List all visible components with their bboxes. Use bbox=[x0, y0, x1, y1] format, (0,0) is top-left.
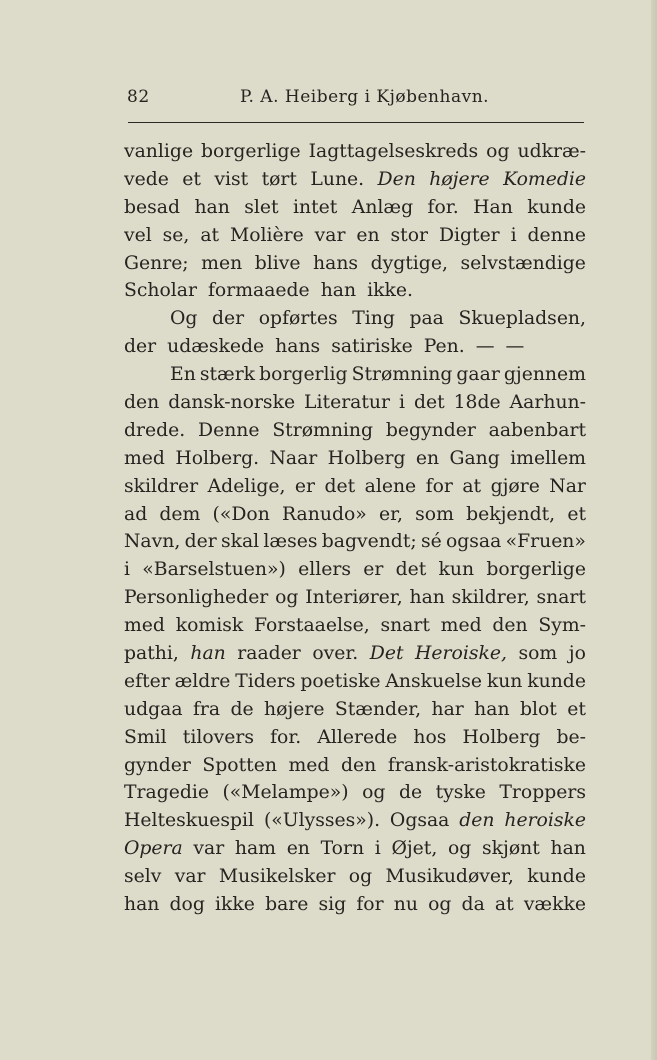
word: imellem bbox=[510, 447, 586, 469]
word: den bbox=[124, 392, 160, 414]
word: for bbox=[356, 894, 384, 916]
word: Adelige, bbox=[207, 475, 286, 497]
word: Tragedie bbox=[124, 782, 209, 804]
word: skildrer, bbox=[451, 587, 530, 609]
text-line bbox=[124, 305, 586, 333]
word: Nar bbox=[549, 475, 586, 497]
word: Skuepladsen, bbox=[458, 308, 586, 330]
word: højere bbox=[429, 168, 490, 190]
word: Gang bbox=[449, 447, 500, 469]
word: sig bbox=[318, 894, 347, 916]
word: Lune. bbox=[310, 168, 365, 190]
word: En bbox=[170, 364, 196, 386]
word: Heroiske, bbox=[415, 643, 507, 665]
word: formaaede bbox=[207, 280, 310, 302]
word: slet bbox=[244, 196, 279, 218]
word: med bbox=[124, 447, 165, 469]
word: Troppers bbox=[499, 782, 586, 804]
word: vist bbox=[214, 168, 249, 190]
word: Anskuelse bbox=[385, 670, 482, 692]
word: Literatur bbox=[304, 392, 390, 414]
word: i bbox=[510, 224, 517, 246]
word: heroiske bbox=[504, 810, 586, 832]
word: han bbox=[194, 196, 230, 218]
page-edge bbox=[651, 0, 657, 1060]
word: et bbox=[182, 168, 201, 190]
word: snart bbox=[380, 615, 430, 637]
word: de bbox=[230, 698, 254, 720]
word: begynder bbox=[385, 419, 476, 441]
word: med bbox=[124, 615, 165, 637]
word: Opera bbox=[124, 838, 183, 860]
word: den bbox=[459, 810, 495, 832]
word: kunde bbox=[527, 196, 586, 218]
word: var bbox=[193, 838, 225, 860]
word: snart bbox=[536, 587, 586, 609]
word: en bbox=[415, 447, 440, 469]
word: vel bbox=[124, 224, 152, 246]
word: Iagttagelseskreds bbox=[308, 141, 479, 162]
word: det bbox=[395, 559, 427, 581]
word: der bbox=[184, 531, 217, 553]
text-line bbox=[124, 445, 586, 473]
word: dog bbox=[169, 894, 205, 916]
word: skal bbox=[220, 531, 260, 553]
word: udkræ- bbox=[517, 141, 586, 162]
word: gaar bbox=[456, 364, 500, 386]
word: han bbox=[124, 894, 160, 916]
word: er bbox=[294, 475, 315, 497]
word: 18de bbox=[453, 392, 501, 414]
word: tilovers bbox=[182, 726, 255, 748]
word: ad bbox=[124, 503, 148, 525]
word: der bbox=[124, 336, 157, 358]
word: kunde bbox=[527, 866, 586, 888]
word: gynder bbox=[124, 754, 191, 776]
word: bare bbox=[265, 894, 309, 916]
word: stærk bbox=[199, 364, 256, 386]
word: nu bbox=[393, 894, 418, 916]
header-rule bbox=[128, 122, 584, 123]
word: har bbox=[431, 698, 464, 720]
text-line bbox=[124, 863, 586, 891]
word: kunde bbox=[527, 670, 586, 692]
word: Den bbox=[377, 168, 416, 190]
word: at bbox=[200, 224, 220, 246]
word: og bbox=[447, 838, 472, 860]
word: blot bbox=[519, 698, 557, 720]
word: er bbox=[363, 559, 384, 581]
word: en bbox=[356, 224, 380, 246]
word: hos bbox=[413, 726, 447, 748]
word: for. bbox=[270, 726, 302, 748]
text-line bbox=[124, 389, 586, 417]
word: skildrer bbox=[124, 475, 199, 497]
word: Torn bbox=[320, 838, 365, 860]
text-line bbox=[124, 696, 586, 724]
word: vede bbox=[124, 168, 169, 190]
word: pathi, bbox=[124, 643, 179, 665]
word: udæskede bbox=[167, 336, 265, 358]
word: («Don bbox=[212, 503, 270, 525]
word: hans bbox=[313, 252, 359, 274]
word: hans bbox=[275, 336, 321, 358]
word: raader bbox=[237, 643, 301, 665]
word: Musikudøver, bbox=[385, 866, 514, 888]
text-line bbox=[124, 612, 586, 640]
word: stor bbox=[390, 224, 429, 246]
word: selvstændige bbox=[460, 252, 586, 274]
word: og bbox=[275, 587, 299, 609]
word: Ogsaa bbox=[389, 810, 450, 832]
word: Smil bbox=[124, 726, 167, 748]
word: ældre bbox=[174, 670, 231, 692]
word: han bbox=[409, 587, 445, 609]
word: er, bbox=[378, 503, 403, 525]
word: læses bbox=[263, 531, 318, 553]
word: blive bbox=[254, 252, 301, 274]
word: i bbox=[374, 838, 381, 860]
word: for. bbox=[427, 196, 459, 218]
word: var bbox=[314, 224, 346, 246]
text-line bbox=[124, 891, 586, 919]
word: bekjendt, bbox=[466, 503, 556, 525]
text-line bbox=[124, 138, 586, 166]
page-header bbox=[127, 87, 585, 111]
word: Strømning bbox=[272, 419, 374, 441]
text-line bbox=[124, 835, 586, 863]
word: fransk-aristokratiske bbox=[387, 754, 586, 776]
word: Og bbox=[170, 308, 198, 330]
word: Sym- bbox=[538, 615, 586, 637]
word: Komedie bbox=[503, 168, 586, 190]
word: udgaa bbox=[124, 698, 183, 720]
body-text bbox=[124, 138, 586, 919]
text-line bbox=[124, 752, 586, 780]
word: da bbox=[461, 894, 485, 916]
word: at bbox=[462, 475, 482, 497]
word: Strømning bbox=[351, 364, 453, 386]
word: der bbox=[212, 308, 245, 330]
text-line bbox=[124, 584, 586, 612]
word: tyske bbox=[435, 782, 486, 804]
word: — bbox=[475, 336, 495, 358]
word: bagvendt; bbox=[321, 531, 417, 553]
word: dygtige, bbox=[370, 252, 448, 274]
word: vække bbox=[523, 894, 586, 916]
word: efter bbox=[124, 670, 170, 692]
word: Allerede bbox=[317, 726, 398, 748]
word: Holberg. bbox=[175, 447, 260, 469]
word: kun bbox=[486, 670, 523, 692]
word: ikke. bbox=[367, 280, 413, 302]
word: skjønt bbox=[482, 838, 540, 860]
word: borgerlig bbox=[259, 364, 348, 386]
word: drede. bbox=[124, 419, 186, 441]
word: Aarhun- bbox=[509, 392, 586, 414]
word: gjøre bbox=[490, 475, 540, 497]
text-line bbox=[124, 556, 586, 584]
text-line bbox=[124, 277, 586, 305]
running-head: P. A. Heiberg i Kjøbenhavn. bbox=[240, 87, 490, 107]
word: og bbox=[428, 894, 452, 916]
word: som bbox=[415, 503, 454, 525]
word: Digter bbox=[438, 224, 500, 246]
word: over. bbox=[312, 643, 359, 665]
word: i bbox=[398, 392, 405, 414]
word: Genre; bbox=[124, 252, 189, 274]
word: kun bbox=[438, 559, 475, 581]
text-line bbox=[124, 779, 586, 807]
word: han bbox=[190, 643, 226, 665]
word: opførtes bbox=[258, 308, 338, 330]
word: se, bbox=[162, 224, 190, 246]
text-line bbox=[124, 361, 586, 389]
word: det bbox=[413, 392, 445, 414]
word: Pen. bbox=[423, 336, 465, 358]
word: Interiører, bbox=[305, 587, 403, 609]
word: fra bbox=[192, 698, 221, 720]
word: («Ulysses»). bbox=[263, 810, 381, 832]
word: og bbox=[348, 866, 373, 888]
word: paa bbox=[409, 308, 444, 330]
word: var bbox=[174, 866, 206, 888]
text-line bbox=[124, 501, 586, 529]
word: ikke bbox=[215, 894, 255, 916]
word: med bbox=[288, 754, 330, 776]
word: den bbox=[341, 754, 377, 776]
text-line bbox=[124, 640, 586, 668]
word: poetiske bbox=[300, 670, 381, 692]
text-line bbox=[124, 724, 586, 752]
word: komisk bbox=[175, 615, 244, 637]
text-line bbox=[124, 528, 586, 556]
text-line bbox=[124, 807, 586, 835]
word: Stænder, bbox=[334, 698, 422, 720]
word: satiriske bbox=[331, 336, 413, 358]
word: ogsaa bbox=[445, 531, 502, 553]
word: i bbox=[124, 559, 131, 581]
word: «Barselstuen») bbox=[142, 559, 286, 581]
word: selv bbox=[124, 866, 162, 888]
word: højere bbox=[264, 698, 325, 720]
word: borgerlige bbox=[486, 559, 586, 581]
word: at bbox=[494, 894, 514, 916]
word: Øjet, bbox=[391, 838, 438, 860]
word: Musikelsker bbox=[218, 866, 336, 888]
word: ham bbox=[234, 838, 276, 860]
text-line bbox=[124, 668, 586, 696]
word: sé bbox=[420, 531, 442, 553]
word: tørt bbox=[261, 168, 297, 190]
word: Helteskuespil bbox=[124, 810, 255, 832]
word: Molière bbox=[229, 224, 304, 246]
word: jo bbox=[568, 643, 586, 665]
text-line bbox=[124, 194, 586, 222]
word: Scholar bbox=[124, 280, 197, 302]
word: Ranudo» bbox=[281, 503, 367, 525]
word: gjennem bbox=[503, 364, 586, 386]
text-line bbox=[124, 250, 586, 278]
word: alene bbox=[364, 475, 417, 497]
word: aabenbart bbox=[488, 419, 586, 441]
word: Tiders bbox=[235, 670, 296, 692]
word: et bbox=[567, 698, 586, 720]
word: han bbox=[474, 698, 510, 720]
word: en bbox=[286, 838, 310, 860]
word: Det bbox=[369, 643, 404, 665]
word: intet bbox=[293, 196, 338, 218]
word: som bbox=[518, 643, 558, 665]
word: for bbox=[425, 475, 453, 497]
word: borgerlige bbox=[201, 141, 301, 162]
word: — bbox=[505, 336, 525, 358]
word: Personligheder bbox=[124, 587, 269, 609]
word: denne bbox=[527, 224, 586, 246]
word: de bbox=[398, 782, 423, 804]
word: han bbox=[550, 838, 586, 860]
word: Naar bbox=[269, 447, 318, 469]
word: Denne bbox=[198, 419, 260, 441]
word: med bbox=[440, 615, 482, 637]
word: Han bbox=[473, 196, 513, 218]
page-number: 82 bbox=[127, 87, 150, 107]
word: («Melampe») bbox=[222, 782, 349, 804]
word: «Fruen» bbox=[505, 531, 586, 553]
word: Holberg bbox=[462, 726, 541, 748]
word: Navn, bbox=[124, 531, 181, 553]
text-line bbox=[124, 473, 586, 501]
word: og bbox=[486, 141, 510, 162]
word: besad bbox=[124, 196, 180, 218]
word: Anlæg bbox=[351, 196, 414, 218]
word: et bbox=[567, 503, 586, 525]
word: Spotten bbox=[202, 754, 277, 776]
word: dem bbox=[159, 503, 201, 525]
word: den bbox=[492, 615, 528, 637]
text-line bbox=[124, 417, 586, 445]
text-line bbox=[124, 166, 586, 194]
word: han bbox=[320, 280, 357, 302]
word: Holberg bbox=[327, 447, 406, 469]
text-line bbox=[124, 333, 586, 361]
text-line bbox=[124, 222, 586, 250]
word: det bbox=[324, 475, 356, 497]
word: Ting bbox=[352, 308, 395, 330]
word: men bbox=[201, 252, 243, 274]
word: og bbox=[362, 782, 386, 804]
word: vanlige bbox=[124, 141, 194, 162]
word: dansk-norske bbox=[168, 392, 296, 414]
word: ellers bbox=[298, 559, 351, 581]
word: Forstaaelse, bbox=[253, 615, 370, 637]
word: be- bbox=[556, 726, 586, 748]
